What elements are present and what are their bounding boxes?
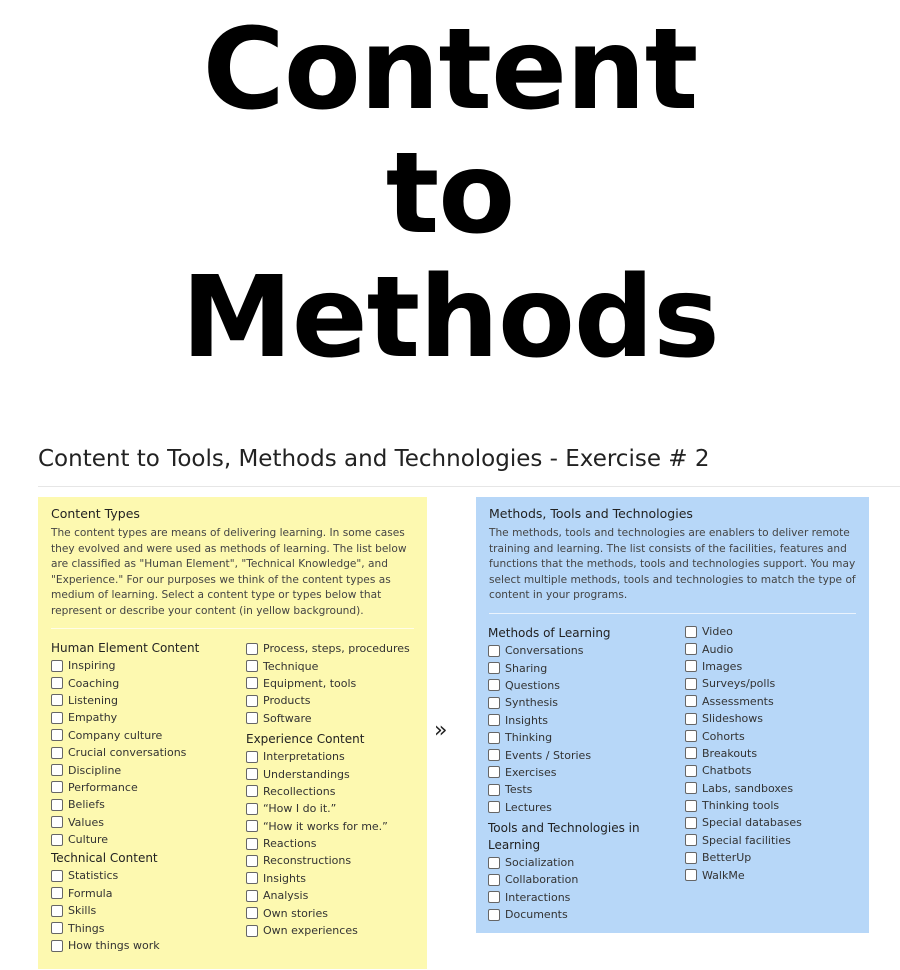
checkbox-option[interactable] bbox=[685, 623, 802, 640]
checkbox-label: Synthesis bbox=[505, 696, 559, 710]
checkbox-option[interactable] bbox=[685, 745, 802, 762]
checkbox-label: Formula bbox=[68, 886, 113, 900]
checkbox[interactable] bbox=[51, 799, 63, 811]
technical-cont-list bbox=[246, 640, 410, 727]
checkbox-option[interactable] bbox=[488, 729, 640, 746]
checkbox-option[interactable] bbox=[51, 885, 199, 902]
human-element-list bbox=[51, 657, 199, 848]
checkbox-option[interactable] bbox=[488, 764, 640, 781]
checkbox-label: Thinking tools bbox=[702, 799, 780, 813]
checkbox[interactable] bbox=[51, 781, 63, 793]
checkbox[interactable] bbox=[51, 834, 63, 846]
checkbox[interactable] bbox=[246, 695, 258, 707]
checkbox[interactable] bbox=[685, 817, 697, 829]
checkbox-label: Insights bbox=[505, 713, 549, 727]
tools-title-line1: Tools and Technologies in bbox=[488, 820, 640, 835]
checkbox-option[interactable] bbox=[685, 849, 802, 866]
checkbox-label: Beliefs bbox=[68, 798, 105, 812]
checkbox-label: Understandings bbox=[263, 767, 350, 781]
checkbox[interactable] bbox=[488, 801, 500, 813]
checkbox-option[interactable] bbox=[685, 640, 802, 657]
checkbox-option[interactable] bbox=[246, 640, 410, 657]
content-types-left-column bbox=[51, 640, 199, 954]
checkbox-label: Reactions bbox=[263, 837, 317, 851]
methods-list bbox=[488, 642, 640, 816]
checkbox-label: Collaboration bbox=[505, 873, 579, 887]
checkbox-option[interactable] bbox=[685, 797, 802, 814]
checkbox[interactable] bbox=[488, 662, 500, 674]
checkbox-label: Surveys/polls bbox=[702, 677, 776, 691]
checkbox-label: Software bbox=[263, 711, 312, 725]
checkbox-option[interactable] bbox=[685, 675, 802, 692]
checkbox-option[interactable] bbox=[488, 906, 640, 923]
checkbox-option[interactable] bbox=[488, 712, 640, 729]
checkbox[interactable] bbox=[685, 678, 697, 690]
checkbox-option[interactable] bbox=[685, 658, 802, 675]
checkbox-option[interactable] bbox=[685, 710, 802, 727]
checkbox-option[interactable] bbox=[51, 937, 199, 954]
checkbox[interactable] bbox=[685, 695, 697, 707]
checkbox-label: Exercises bbox=[505, 765, 557, 779]
methods-tools-divider bbox=[489, 613, 856, 614]
checkbox-option[interactable] bbox=[488, 799, 640, 816]
checkbox-option[interactable] bbox=[246, 818, 410, 835]
content-types-heading: Content Types bbox=[51, 506, 140, 521]
checkbox-option[interactable] bbox=[51, 674, 199, 691]
checkbox[interactable] bbox=[246, 872, 258, 884]
checkbox-option[interactable] bbox=[488, 694, 640, 711]
checkbox-label: Empathy bbox=[68, 711, 118, 725]
checkbox-label: Breakouts bbox=[702, 746, 758, 760]
checkbox[interactable] bbox=[51, 922, 63, 934]
checkbox[interactable] bbox=[51, 905, 63, 917]
checkbox[interactable] bbox=[685, 747, 697, 759]
checkbox[interactable] bbox=[488, 697, 500, 709]
checkbox-label: Inspiring bbox=[68, 659, 116, 673]
experience-list bbox=[246, 748, 410, 939]
title-divider bbox=[38, 486, 900, 487]
content-types-right-column bbox=[246, 640, 410, 939]
checkbox-label: Interpretations bbox=[263, 750, 345, 764]
checkbox-label: Own experiences bbox=[263, 924, 358, 938]
checkbox[interactable] bbox=[685, 834, 697, 846]
checkbox-label: Conversations bbox=[505, 644, 584, 658]
checkbox-option[interactable] bbox=[246, 783, 410, 800]
checkbox-option[interactable] bbox=[51, 814, 199, 831]
checkbox-option[interactable] bbox=[51, 657, 199, 674]
hero-title bbox=[0, 5, 900, 383]
checkbox-label: Chatbots bbox=[702, 764, 752, 778]
checkbox-option[interactable] bbox=[246, 800, 410, 817]
checkbox-option[interactable] bbox=[51, 761, 199, 778]
checkbox[interactable] bbox=[488, 784, 500, 796]
checkbox[interactable] bbox=[488, 909, 500, 921]
checkbox-label: Insights bbox=[263, 871, 307, 885]
checkbox-label: Recollections bbox=[263, 784, 336, 798]
checkbox-label: Cohorts bbox=[702, 729, 745, 743]
checkbox-option[interactable] bbox=[685, 780, 802, 797]
double-chevron-right-icon: » bbox=[434, 718, 448, 743]
content-types-divider bbox=[51, 628, 414, 629]
checkbox[interactable] bbox=[246, 712, 258, 724]
checkbox-option[interactable] bbox=[685, 762, 802, 779]
checkbox-label: Images bbox=[702, 659, 743, 673]
checkbox[interactable] bbox=[246, 838, 258, 850]
tools-title-line2: Learning bbox=[488, 837, 541, 852]
checkbox[interactable] bbox=[685, 713, 697, 725]
checkbox[interactable] bbox=[246, 751, 258, 763]
checkbox-option[interactable] bbox=[51, 867, 199, 884]
hero-line-2: to bbox=[385, 129, 515, 259]
checkbox-option[interactable] bbox=[246, 835, 410, 852]
checkbox-option[interactable] bbox=[51, 902, 199, 919]
checkbox-label: Slideshows bbox=[702, 712, 764, 726]
checkbox-option[interactable] bbox=[246, 657, 410, 674]
checkbox-option[interactable] bbox=[51, 727, 199, 744]
checkbox-label: How things work bbox=[68, 939, 160, 953]
checkbox[interactable] bbox=[685, 852, 697, 864]
checkbox-option[interactable] bbox=[51, 692, 199, 709]
checkbox-label: BetterUp bbox=[702, 851, 752, 865]
checkbox-label: Video bbox=[702, 625, 733, 639]
checkbox[interactable] bbox=[685, 765, 697, 777]
checkbox-label: Socialization bbox=[505, 856, 575, 870]
checkbox-option[interactable] bbox=[51, 796, 199, 813]
tools-list bbox=[488, 854, 640, 924]
checkbox[interactable] bbox=[488, 874, 500, 886]
content-types-panel bbox=[38, 497, 427, 969]
checkbox-option[interactable] bbox=[246, 692, 410, 709]
checkbox-label: Sharing bbox=[505, 661, 548, 675]
checkbox-option[interactable] bbox=[246, 748, 410, 765]
checkbox-label: Assessments bbox=[702, 694, 774, 708]
checkbox-label: Lectures bbox=[505, 800, 552, 814]
checkbox-label: Products bbox=[263, 694, 311, 708]
checkbox-option[interactable] bbox=[685, 727, 802, 744]
checkbox-label: Analysis bbox=[263, 889, 309, 903]
checkbox[interactable] bbox=[51, 816, 63, 828]
checkbox-label: Culture bbox=[68, 833, 109, 847]
exercise-title: Content to Tools, Methods and Technologies - Exercise # 2 bbox=[38, 446, 710, 472]
checkbox-option[interactable] bbox=[246, 922, 410, 939]
checkbox[interactable] bbox=[246, 907, 258, 919]
checkbox[interactable] bbox=[246, 925, 258, 937]
checkbox[interactable] bbox=[246, 643, 258, 655]
checkbox[interactable] bbox=[488, 749, 500, 761]
methods-title: Methods of Learning bbox=[488, 626, 611, 640]
checkbox-label: Things bbox=[68, 921, 105, 935]
checkbox-label: Labs, sandboxes bbox=[702, 781, 794, 795]
methods-tools-heading: Methods, Tools and Technologies bbox=[489, 506, 693, 521]
checkbox[interactable] bbox=[685, 800, 697, 812]
checkbox[interactable] bbox=[488, 732, 500, 744]
human-element-title: Human Element Content bbox=[51, 641, 200, 655]
checkbox-label: Company culture bbox=[68, 728, 163, 742]
checkbox-option[interactable] bbox=[488, 659, 640, 676]
checkbox[interactable] bbox=[488, 679, 500, 691]
checkbox-option[interactable] bbox=[488, 889, 640, 906]
checkbox-option[interactable] bbox=[246, 870, 410, 887]
checkbox[interactable] bbox=[488, 857, 500, 869]
checkbox-label: Skills bbox=[68, 904, 97, 918]
checkbox-label: Statistics bbox=[68, 869, 119, 883]
checkbox[interactable] bbox=[685, 626, 697, 638]
checkbox[interactable] bbox=[51, 940, 63, 952]
checkbox-label: Special facilities bbox=[702, 833, 791, 847]
checkbox-option[interactable] bbox=[51, 709, 199, 726]
checkbox-option[interactable] bbox=[685, 814, 802, 831]
checkbox-label: Tests bbox=[505, 783, 533, 797]
checkbox-option[interactable] bbox=[488, 871, 640, 888]
checkbox-option[interactable] bbox=[246, 887, 410, 904]
checkbox-option[interactable] bbox=[488, 781, 640, 798]
checkbox[interactable] bbox=[246, 785, 258, 797]
experience-title: Experience Content bbox=[246, 731, 365, 746]
checkbox-option[interactable] bbox=[685, 693, 802, 710]
checkbox-label: Process, steps, procedures bbox=[263, 642, 410, 656]
checkbox-label: Technique bbox=[263, 659, 319, 673]
tools-cont-list bbox=[685, 623, 802, 884]
checkbox[interactable] bbox=[51, 887, 63, 899]
checkbox-option[interactable] bbox=[51, 919, 199, 936]
checkbox-label: Thinking bbox=[505, 731, 553, 745]
checkbox-option[interactable] bbox=[51, 744, 199, 761]
checkbox[interactable] bbox=[685, 782, 697, 794]
checkbox-label: “How I do it.” bbox=[263, 802, 337, 816]
checkbox-option[interactable] bbox=[246, 710, 410, 727]
technical-title: Technical Content bbox=[51, 851, 158, 866]
checkbox-label: Special databases bbox=[702, 816, 802, 830]
checkbox[interactable] bbox=[51, 764, 63, 776]
checkbox-option[interactable] bbox=[685, 832, 802, 849]
checkbox[interactable] bbox=[246, 855, 258, 867]
checkbox[interactable] bbox=[51, 747, 63, 759]
content-types-description: The content types are means of delivering learning. In some cases they evolved and were used as methods of learning. The list below are classified as "Human Element", "Technical Knowledge", and "Experience." For our purposes we think of the content types as medium of learning. Select a content type or types below that represent or describe your content (in yellow background). bbox=[51, 527, 407, 617]
checkbox[interactable] bbox=[51, 712, 63, 724]
checkbox-label: Questions bbox=[505, 678, 560, 692]
checkbox-option[interactable] bbox=[51, 779, 199, 796]
checkbox[interactable] bbox=[51, 660, 63, 672]
checkbox-label: Listening bbox=[68, 693, 118, 707]
checkbox[interactable] bbox=[685, 869, 697, 881]
checkbox[interactable] bbox=[51, 870, 63, 882]
checkbox[interactable] bbox=[685, 643, 697, 655]
checkbox-option[interactable] bbox=[685, 866, 802, 883]
checkbox-label: “How it works for me.” bbox=[263, 819, 388, 833]
checkbox-option[interactable] bbox=[246, 904, 410, 921]
methods-tools-description: The methods, tools and technologies are enablers to deliver remote training and learning. The list consists of the facilities, features and functions that the methods, tools and technologies support. You may select multiple methods, tools and technologies to match the type of content in your programs. bbox=[489, 527, 856, 601]
checkbox-option[interactable] bbox=[488, 677, 640, 694]
checkbox[interactable] bbox=[685, 730, 697, 742]
checkbox[interactable] bbox=[488, 891, 500, 903]
technical-list bbox=[51, 867, 199, 954]
checkbox[interactable] bbox=[246, 890, 258, 902]
methods-tools-panel bbox=[476, 497, 869, 933]
checkbox-option[interactable] bbox=[488, 642, 640, 659]
checkbox[interactable] bbox=[246, 803, 258, 815]
checkbox[interactable] bbox=[246, 660, 258, 672]
checkbox-label: Discipline bbox=[68, 763, 122, 777]
checkbox-option[interactable] bbox=[51, 831, 199, 848]
checkbox[interactable] bbox=[51, 729, 63, 741]
checkbox-label: Audio bbox=[702, 642, 734, 656]
checkbox-label: Interactions bbox=[505, 890, 571, 904]
methods-tools-left-column bbox=[488, 625, 640, 923]
checkbox[interactable] bbox=[246, 820, 258, 832]
hero-line-1: Content bbox=[202, 5, 698, 135]
checkbox[interactable] bbox=[488, 645, 500, 657]
checkbox-label: Equipment, tools bbox=[263, 676, 357, 690]
checkbox-option[interactable] bbox=[246, 852, 410, 869]
checkbox[interactable] bbox=[488, 766, 500, 778]
checkbox-label: Performance bbox=[68, 780, 138, 794]
checkbox[interactable] bbox=[488, 714, 500, 726]
checkbox-label: Coaching bbox=[68, 676, 120, 690]
checkbox-label: Values bbox=[68, 815, 104, 829]
checkbox[interactable] bbox=[246, 768, 258, 780]
checkbox-option[interactable] bbox=[488, 746, 640, 763]
checkbox[interactable] bbox=[51, 677, 63, 689]
checkbox-label: Documents bbox=[505, 908, 568, 922]
checkbox-label: Events / Stories bbox=[505, 748, 592, 762]
hero-line-3: Methods bbox=[181, 253, 719, 383]
checkbox-label: Reconstructions bbox=[263, 854, 352, 868]
checkbox[interactable] bbox=[685, 660, 697, 672]
checkbox[interactable] bbox=[246, 677, 258, 689]
checkbox-option[interactable] bbox=[246, 765, 410, 782]
checkbox-option[interactable] bbox=[246, 675, 410, 692]
checkbox-option[interactable] bbox=[488, 854, 640, 871]
checkbox-label: WalkMe bbox=[702, 868, 745, 882]
checkbox-label: Own stories bbox=[263, 906, 328, 920]
checkbox[interactable] bbox=[51, 694, 63, 706]
methods-tools-right-column bbox=[685, 623, 802, 884]
checkbox-label: Crucial conversations bbox=[68, 746, 187, 760]
